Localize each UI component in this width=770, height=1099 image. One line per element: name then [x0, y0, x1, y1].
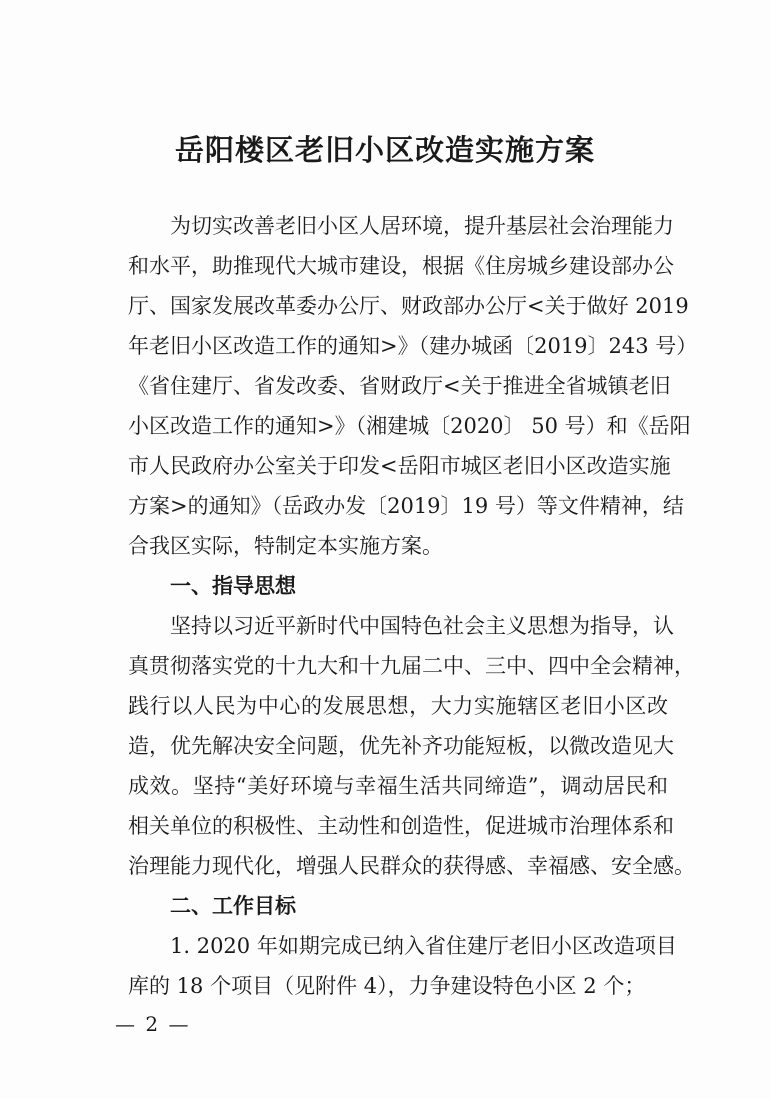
paragraph-line: 合我区实际，特制定本实施方案。	[128, 534, 443, 558]
paragraph-line: 厅、国家发展改革委办公厅、财政部办公厅<关于做好 2019	[128, 294, 689, 318]
paragraph-line: 治理能力现代化，增强人民群众的获得感、幸福感、安全感。	[128, 854, 695, 878]
paragraph-line: 坚持以习近平新时代中国特色社会主义思想为指导，认	[170, 614, 674, 638]
paragraph-line: 1. 2020 年如期完成已纳入省住建厅老旧小区改造项目	[170, 934, 677, 958]
paragraph-line: 相关单位的积极性、主动性和创造性，促进城市治理体系和	[128, 814, 674, 838]
paragraph-line: 库的 18 个项目（见附件 4），力争建设特色小区 2 个；	[128, 974, 646, 998]
section-heading-guiding-thought: 一、指导思想	[170, 574, 296, 598]
paragraph-line: 践行以人民为中心的发展思想，大力实施辖区老旧小区改	[128, 694, 668, 718]
paragraph-line: 年老旧小区改造工作的通知>》（建办城函〔2019〕243 号）	[128, 334, 698, 358]
document-body	[128, 206, 698, 1006]
paragraph-line: 和水平，助推现代大城市建设，根据《住房城乡建设部办公	[128, 254, 674, 278]
paragraph-line: 方案>的通知》（岳政办发〔2019〕19 号）等文件精神，结	[128, 494, 684, 518]
paragraph-line: 成效。坚持“美好环境与幸福生活共同缔造”，调动居民和	[128, 774, 668, 798]
paragraph-line: 《省住建厅、省发改委、省财政厅<关于推进全省城镇老旧	[128, 374, 671, 398]
page-number: — 2 —	[115, 1012, 191, 1036]
section-heading-work-goals: 二、工作目标	[170, 894, 296, 918]
paragraph-line: 为切实改善老旧小区人居环境，提升基层社会治理能力	[170, 214, 674, 238]
paragraph-line: 小区改造工作的通知>》（湘建城〔2020〕 50 号）和《岳阳	[128, 414, 691, 438]
paragraph-line: 真贯彻落实党的十九大和十九届二中、三中、四中全会精神，	[128, 654, 695, 678]
document-title: 岳阳楼区老旧小区改造实施方案	[174, 133, 595, 167]
paragraph-line: 市人民政府办公室关于印发<岳阳市城区老旧小区改造实施	[128, 454, 671, 478]
paragraph-line: 造，优先解决安全问题，优先补齐功能短板，以微改造见大	[128, 734, 674, 758]
